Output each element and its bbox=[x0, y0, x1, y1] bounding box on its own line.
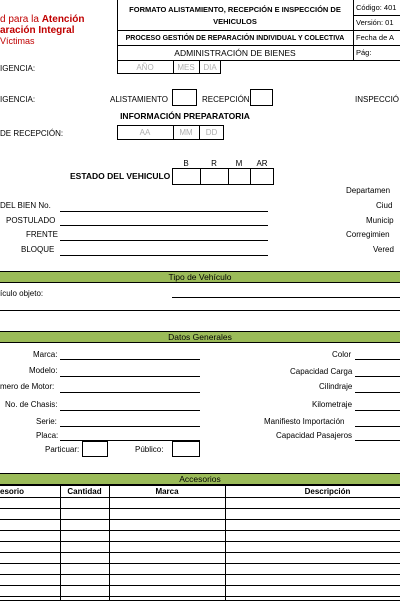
manifiesto-field[interactable] bbox=[355, 426, 400, 427]
table-row[interactable] bbox=[0, 530, 400, 531]
estado-col-m: M bbox=[235, 158, 243, 168]
doc-date: Fecha de A bbox=[356, 33, 394, 42]
capacidad-pasajeros-field[interactable] bbox=[355, 440, 400, 441]
particular-label: Particuar: bbox=[45, 445, 80, 454]
fecha-recepcion-day: DD bbox=[205, 128, 218, 137]
publico-label: Público: bbox=[135, 445, 164, 454]
vereda-label: Vered bbox=[373, 245, 394, 254]
estado-col-r: R bbox=[211, 158, 217, 168]
logo-text-3: aración Integral bbox=[0, 25, 75, 36]
col-descripcion: Descripción bbox=[304, 486, 351, 496]
inspeccion-label: INSPECCIÓ bbox=[355, 95, 400, 104]
color-label: Color bbox=[332, 350, 352, 359]
alistamiento-label: ALISTAMIENTO bbox=[110, 95, 168, 104]
table-row[interactable] bbox=[0, 508, 400, 509]
publico-checkbox[interactable] bbox=[172, 441, 200, 457]
diligencia-label: IGENCIA: bbox=[0, 95, 36, 104]
tipo-vehiculo-header: Tipo de Vehículo bbox=[0, 271, 400, 283]
doc-page: Pág: bbox=[356, 48, 372, 57]
marca-label: Marca: bbox=[33, 350, 58, 359]
kilometraje-label: Kilometraje bbox=[312, 400, 353, 409]
estado-col-b: B bbox=[183, 158, 189, 168]
capacidad-carga-label: Capacidad Carga bbox=[290, 367, 353, 376]
table-row[interactable] bbox=[0, 541, 400, 542]
municipio-label: Municip bbox=[366, 216, 394, 225]
logo-text-2: Atención bbox=[41, 14, 85, 25]
color-field[interactable] bbox=[355, 359, 400, 360]
entity-logo bbox=[0, 14, 116, 47]
capacidad-pasajeros-label: Capacidad Pasajeros bbox=[276, 431, 353, 440]
table-row[interactable] bbox=[0, 497, 400, 498]
table-row[interactable] bbox=[0, 596, 400, 597]
fecha-recepcion-label: DE RECEPCIÓN: bbox=[0, 129, 64, 138]
col-accesorio: esorio bbox=[0, 486, 25, 496]
datos-generales-header: Datos Generales bbox=[0, 331, 400, 343]
postulado-field[interactable] bbox=[60, 225, 268, 226]
manifiesto-label: Manifiesto Importación bbox=[264, 417, 345, 426]
motor-label: mero de Motor: bbox=[0, 382, 55, 391]
cilindraje-field[interactable] bbox=[355, 392, 400, 393]
bien-no-label: DEL BIEN No. bbox=[0, 201, 51, 210]
serie-field[interactable] bbox=[60, 426, 200, 427]
process-name: PROCESO GESTIÓN DE REPARACIÓN INDIVIDUAL Y COLECTIVA bbox=[125, 34, 345, 42]
chasis-field[interactable] bbox=[60, 410, 200, 411]
doc-code: Código: 401 bbox=[356, 3, 397, 12]
estado-vehiculo-grid[interactable] bbox=[172, 168, 274, 185]
bien-no-field[interactable] bbox=[60, 211, 268, 212]
marca-field[interactable] bbox=[60, 359, 200, 360]
estado-vehiculo-label: ESTADO DEL VEHICULO bbox=[70, 171, 171, 181]
ciudad-label: Ciud bbox=[376, 201, 393, 210]
alistamiento-checkbox[interactable] bbox=[172, 89, 197, 106]
logo-text-1: d para la bbox=[0, 14, 42, 25]
departamento-label: Departamen bbox=[346, 186, 391, 195]
frente-label: FRENTE bbox=[26, 230, 58, 239]
col-marca: Marca bbox=[155, 486, 179, 496]
recepcion-checkbox[interactable] bbox=[250, 89, 273, 106]
table-row[interactable] bbox=[0, 519, 400, 520]
estado-col-ar: AR bbox=[256, 158, 268, 168]
serie-label: Serie: bbox=[36, 417, 57, 426]
info-preparatoria-heading: INFORMACIÓN PREPARATORIA bbox=[120, 111, 250, 121]
frente-field[interactable] bbox=[60, 240, 268, 241]
fecha-recepcion-month: MM bbox=[179, 128, 193, 137]
recepcion-label: RECEPCIÓN bbox=[202, 95, 250, 104]
particular-checkbox[interactable] bbox=[82, 441, 108, 457]
bloque-label: BLOQUE bbox=[21, 245, 55, 254]
table-row[interactable] bbox=[0, 552, 400, 553]
corregimiento-label: Corregimien bbox=[346, 230, 390, 239]
vigencia-label: IGENCIA: bbox=[0, 64, 36, 73]
logo-text-4: Víctimas bbox=[0, 36, 35, 46]
bloque-field[interactable] bbox=[60, 255, 268, 256]
modelo-field[interactable] bbox=[60, 376, 200, 377]
capacidad-carga-field[interactable] bbox=[355, 376, 400, 377]
placa-label: Placa: bbox=[36, 431, 59, 440]
fecha-recepcion-year: AA bbox=[139, 128, 151, 137]
doc-title-2: VEHICULOS bbox=[213, 17, 257, 26]
modelo-label: Modelo: bbox=[29, 366, 58, 375]
postulado-label: POSTULADO bbox=[6, 216, 56, 225]
accesorios-header: Accesorios bbox=[0, 473, 400, 485]
vigencia-month: MES bbox=[177, 62, 195, 72]
vehiculo-objeto-field[interactable] bbox=[172, 297, 400, 298]
motor-field[interactable] bbox=[60, 392, 200, 393]
cilindraje-label: Cilindraje bbox=[319, 382, 353, 391]
admin-name: ADMINISTRACIÓN DE BIENES bbox=[174, 48, 296, 58]
vehiculo-objeto-label: ículo objeto: bbox=[0, 289, 44, 298]
doc-version: Versión: 01 bbox=[356, 18, 394, 27]
chasis-label: No. de Chasis: bbox=[5, 400, 58, 409]
col-cantidad: Cantidad bbox=[67, 486, 102, 496]
table-row[interactable] bbox=[0, 585, 400, 586]
kilometraje-field[interactable] bbox=[355, 410, 400, 411]
table-row[interactable] bbox=[0, 574, 400, 575]
doc-title-1: FORMATO ALISTAMIENTO, RECEPCIÓN E INSPECCIÓN DE bbox=[129, 5, 341, 14]
table-row[interactable] bbox=[0, 563, 400, 564]
vigencia-year: AÑO bbox=[136, 62, 154, 72]
vigencia-day: DIA bbox=[203, 62, 217, 72]
